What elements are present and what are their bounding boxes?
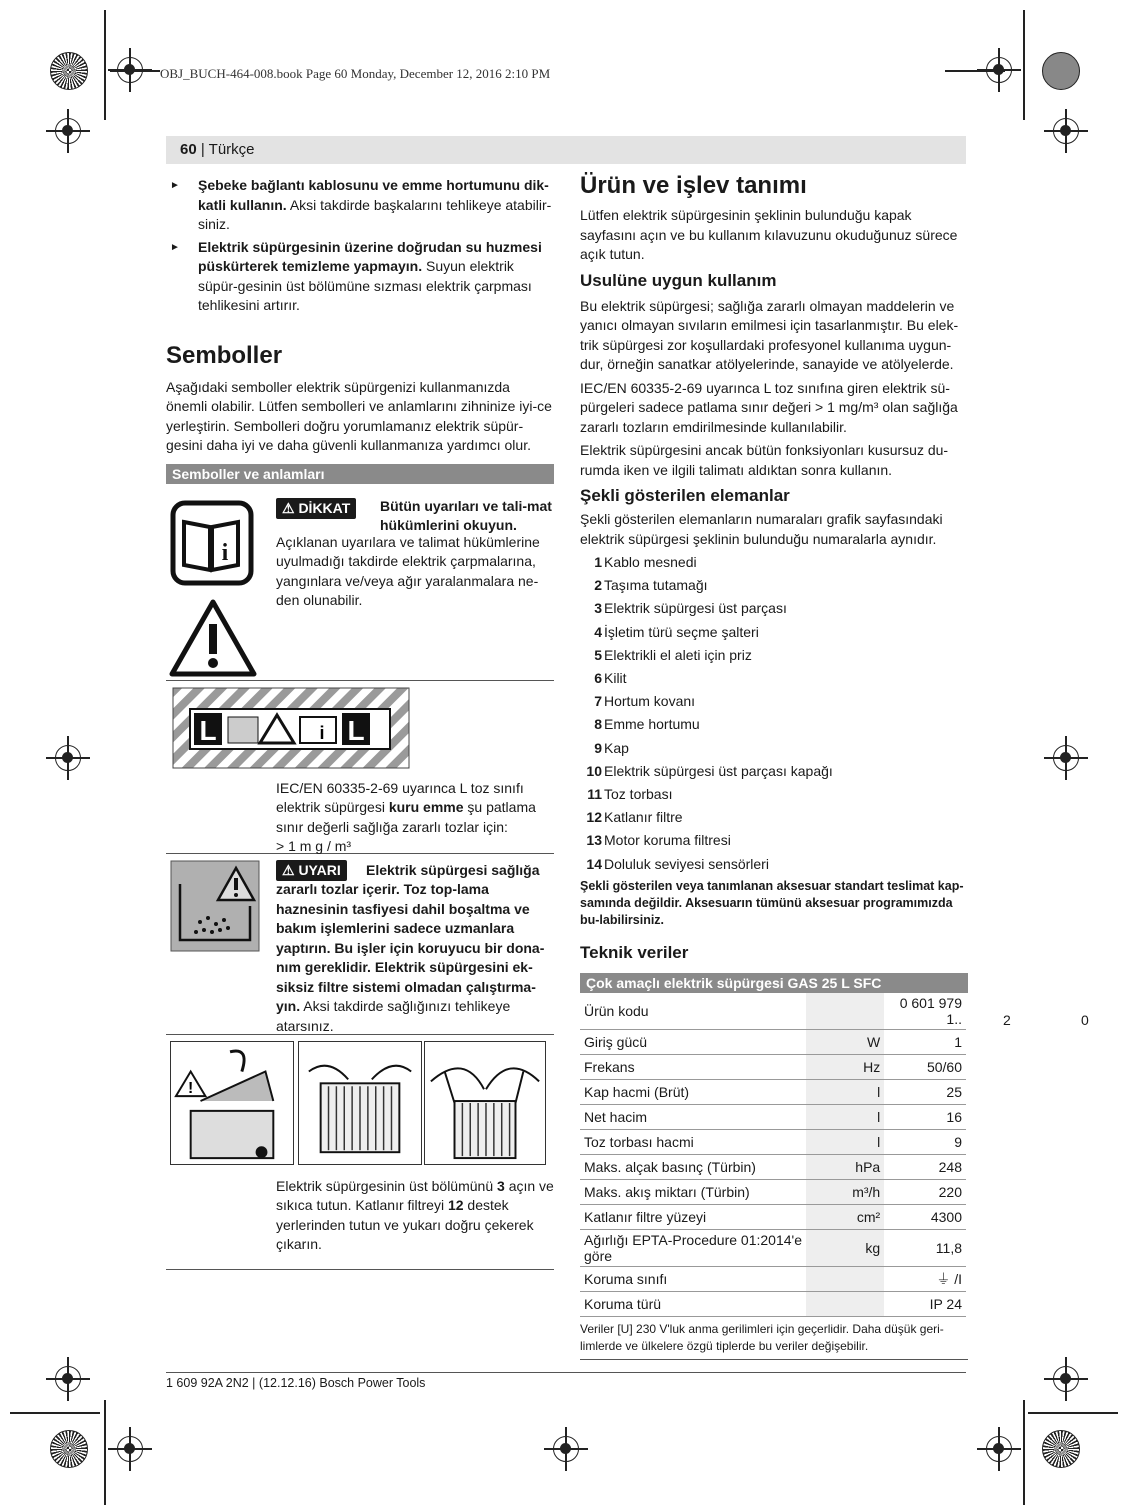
dikkat-text: Açıklanan uyarılara ve talimat hükümlerine uyulmadığı takdirde elektrik çarpmalarına, yangınlara ve/veya ağır yaralanmalara ne-den olunabilir. xyxy=(276,533,540,608)
table-row xyxy=(580,1229,966,1266)
registration-mark xyxy=(1053,1366,1079,1392)
crop-mark xyxy=(1023,1400,1025,1505)
symbol-row xyxy=(166,484,554,681)
registration-mark xyxy=(117,1436,143,1462)
usage-text: IEC/EN 60335-2-69 uyarınca L toz sınıfına giren elektrik sü-pürgeleri sadece patlama sınır değeri > 1 mg/m³ olan sağlığa zararlı tozların emdirilmesinde kullanılabilir. xyxy=(580,379,958,435)
subsection-title: Teknik veriler xyxy=(580,942,689,962)
crop-mark xyxy=(1028,1412,1118,1414)
svg-text:i: i xyxy=(319,722,325,743)
harmful-dust-icon xyxy=(170,860,260,952)
uyari-text: Elektrik süpürgesi sağlığa zararlı tozlar içerir. Toz top-lama haznesinin tasfiyesi dahil boşaltma ve bakım işlemlerini sadece uzmanlara yaptırın. Bu işler için koruyucu bir dona-nım gereklidir. Elektrik süpürgesini ek-siksiz filtre sistemi olmadan çalıştırma-yın. Aksi takdirde sağlığınızı tehlikeye atarsınız. xyxy=(276,861,545,1034)
warning-triangle-icon xyxy=(168,598,258,678)
table-cell: 220 xyxy=(884,1179,966,1204)
registration-mark xyxy=(1053,118,1079,144)
list-item: 9 Kap xyxy=(594,739,629,756)
iec-text: IEC/EN 60335-2-69 uyarınca L toz sınıfı elektrik süpürgesi kuru emme şu patlama sınır değerli sağlığa zararlı tozlar için: xyxy=(276,779,536,835)
list-item: 2 Taşıma tutamağı xyxy=(594,577,708,594)
print-slug: OBJ_BUCH-464-008.book Page 60 Monday, December 12, 2016 2:10 PM xyxy=(160,66,551,81)
table-row xyxy=(580,1291,966,1316)
registration-mark xyxy=(55,1366,81,1392)
table-header: Çok amaçlı elektrik süpürgesi GAS 25 L SFC xyxy=(580,973,968,993)
table-cell: Hz xyxy=(806,1054,884,1079)
page-header: 60 | Türkçe xyxy=(166,136,966,164)
filter-instructions: Elektrik süpürgesinin üst bölümünü 3 açın ve sıkıca tutun. Katlanır filtreyi 12 destek yerlerinden tutun ve yukarı doğru çekerek çıkarın. xyxy=(276,1177,554,1252)
table-row xyxy=(580,1079,966,1104)
crop-mark xyxy=(104,10,106,120)
list-item: 12 Katlanır filtre xyxy=(586,809,683,826)
footer-rule xyxy=(166,1372,966,1373)
table-cell: 248 xyxy=(884,1154,966,1179)
list-item: 3 Elektrik süpürgesi üst parçası xyxy=(594,600,787,617)
symbol-row xyxy=(166,1035,554,1270)
table-row xyxy=(580,1104,966,1129)
table-note: Veriler [U] 230 V'luk anma gerilimleri için geçerlidir. Daha düşük geri-limlerde ve ülkelere özgü tiplerde bu veriler değişebilir. xyxy=(580,1321,968,1360)
bullet-item: ► Elektrik süpürgesinin üzerine doğrudan su huzmesi püskürterek temizleme yapmayın. Suyun elektrik süpür-gesinin üst bölümüne sızması elektrik çarpması tehlikesini artırır. xyxy=(170,238,542,313)
table-cell: kg xyxy=(806,1229,884,1266)
table-row xyxy=(580,993,966,1030)
table-cell: 16 xyxy=(884,1104,966,1129)
table-cell: 50/60 xyxy=(884,1054,966,1079)
table-cell: Net hacim xyxy=(580,1104,806,1129)
table-cell xyxy=(806,1266,884,1291)
filter-support-illustration xyxy=(424,1041,546,1165)
color-target-mark xyxy=(1042,1430,1080,1468)
dikkat-heading: Bütün uyarıları ve tali-mat hükümlerini okuyun. xyxy=(380,497,552,533)
registration-mark xyxy=(55,745,81,771)
svg-text:L: L xyxy=(347,714,365,746)
list-item: 8 Emme hortumu xyxy=(594,716,700,733)
registration-mark xyxy=(553,1436,579,1462)
usage-text: Bu elektrik süpürgesi; sağlığa zararlı olmayan maddelerin ve yanıcı olmayan sıvıların emilmesi için tasarlanmıştır. Bu elek-trik süpürgesi zor koşullardaki profesyonel kullanıma uygun-dur, örneğin sanatkar atölyelerinde, sanayide ve atölyelerde. xyxy=(580,297,959,372)
registration-mark xyxy=(55,118,81,144)
parts-list xyxy=(580,551,968,876)
table-cell: 0 601 979 1.. xyxy=(884,993,966,1030)
registration-mark xyxy=(986,57,1012,83)
section-title: Ürün ve işlev tanımı xyxy=(580,172,807,199)
left-column xyxy=(166,176,554,1270)
svg-text:i: i xyxy=(221,539,229,566)
table-cell: Frekans xyxy=(580,1054,806,1079)
table-row xyxy=(580,1179,966,1204)
table-row xyxy=(580,1154,966,1179)
page-number: 60 xyxy=(180,141,197,158)
table-cell: ⏚ /I xyxy=(884,1266,966,1291)
parts-intro: Şekli gösterilen elemanların numaraları grafik sayfasındaki elektrik süpürgesi şeklinin bulunduğu numaralarla aynıdır. xyxy=(580,511,943,547)
open-top-illustration xyxy=(170,1041,294,1165)
list-item: 1 Kablo mesnedi xyxy=(594,554,697,570)
uyari-badge: ⚠ UYARI xyxy=(276,860,347,881)
iec-limit: > 1 m g / m³ xyxy=(276,838,352,854)
crop-mark xyxy=(10,1412,100,1414)
list-item: 7 Hortum kovanı xyxy=(594,693,696,710)
table-row xyxy=(580,1266,966,1291)
table-cell: Koruma sınıfı xyxy=(580,1266,806,1291)
list-item: 13 Motor koruma filtresi xyxy=(586,832,731,849)
bullet-item: ► Şebeke bağlantı kablosunu ve emme hortumunu dik-katli kullanın. Aksi takdirde başkalarını tehlikeye atabilir-siniz. xyxy=(170,177,552,232)
language-label: Türkçe xyxy=(208,141,255,158)
table-cell: 11,8 xyxy=(884,1229,966,1266)
table-cell: l xyxy=(806,1079,884,1104)
symbol-row xyxy=(166,681,554,854)
table-cell: cm² xyxy=(806,1204,884,1229)
right-column xyxy=(580,172,968,1360)
table-cell: 1 xyxy=(884,1029,966,1054)
table-cell: Kap hacmi (Brüt) xyxy=(580,1079,806,1104)
registration-mark xyxy=(117,57,143,83)
table-row xyxy=(580,1129,966,1154)
list-item: 10 Elektrik süpürgesi üst parçası kapağı xyxy=(586,762,833,779)
table-cell: 25 xyxy=(884,1079,966,1104)
color-target-mark xyxy=(1042,52,1080,90)
table-cell: l xyxy=(806,1104,884,1129)
subsection-title: Şekli gösterilen elemanlar xyxy=(580,486,790,505)
table-cell: IP 24 xyxy=(884,1291,966,1316)
table-cell xyxy=(806,993,884,1030)
list-item: 14 Doluluk seviyesi sensörleri xyxy=(586,855,769,872)
subsection-title: Usulüne uygun kullanım xyxy=(580,270,777,290)
crop-mark xyxy=(1023,10,1025,120)
table-cell: hPa xyxy=(806,1154,884,1179)
read-manual-icon xyxy=(170,500,254,586)
symbols-bar: Semboller ve anlamları xyxy=(166,464,554,484)
table-cell: Maks. alçak basınç (Türbin) xyxy=(580,1154,806,1179)
table-row xyxy=(580,1054,966,1079)
dikkat-badge: ⚠ DİKKAT xyxy=(276,498,356,519)
symbol-row xyxy=(166,854,554,1035)
table-cell xyxy=(806,1291,884,1316)
color-target-mark xyxy=(50,1430,88,1468)
table-cell: Giriş gücü xyxy=(580,1029,806,1054)
table-cell: Ağırlığı EPTA-Procedure 01:2014'e göre xyxy=(580,1229,806,1266)
table-cell: 9 xyxy=(884,1129,966,1154)
list-item: 11 Toz torbası xyxy=(587,786,673,803)
list-item: 6 Kilit xyxy=(594,670,627,687)
svg-text:!: ! xyxy=(188,1079,194,1097)
table-row xyxy=(580,1204,966,1229)
table-cell: Katlanır filtre yüzeyi xyxy=(580,1204,806,1229)
symbols-intro: Aşağıdaki semboller elektrik süpürgenizi kullanmanızda önemli olabilir. Lütfen sembolleri ve anlamlarını zihninize iyi-ce yerleştirin. Sembolleri doğru yorumlamanız elektrik süpür-gesini daha iyi ve daha güvenli kullanmanıza yardımcı olur. xyxy=(166,378,552,453)
svg-text:L: L xyxy=(199,714,217,746)
table-cell: Maks. akış miktarı (Türbin) xyxy=(580,1179,806,1204)
registration-mark xyxy=(1053,745,1079,771)
parts-note: Şekli gösterilen veya tanımlanan aksesuar standart teslimat kap-samında değildir. Aksesuarın tümünü aksesuar programımızda bu-labilirsiniz. xyxy=(580,878,964,927)
table-cell: Toz torbası hacmi xyxy=(580,1129,806,1154)
dust-class-l-label xyxy=(172,687,410,769)
table-cell: W xyxy=(806,1029,884,1054)
stray-value: 0 xyxy=(1081,1012,1089,1028)
stray-value: 2 xyxy=(1003,1012,1011,1028)
table-cell: l xyxy=(806,1129,884,1154)
list-item: 4 İşletim türü seçme şalteri xyxy=(594,623,759,640)
table-row xyxy=(580,1029,966,1054)
color-target-mark xyxy=(50,52,88,90)
intro-text: Lütfen elektrik süpürgesinin şeklinin bulunduğu kapak sayfasını açın ve bu kullanım kılavuzunu okuduğunuz sürece açık tutun. xyxy=(580,207,958,262)
table-cell: m³/h xyxy=(806,1179,884,1204)
registration-mark xyxy=(986,1436,1012,1462)
table-cell: 4300 xyxy=(884,1204,966,1229)
spec-table xyxy=(580,993,966,1317)
remove-filter-illustration xyxy=(298,1041,422,1165)
page-footer: 1 609 92A 2N2 | (12.12.16) Bosch Power Tools xyxy=(166,1376,426,1390)
section-title: Semboller xyxy=(166,341,283,369)
usage-text: Elektrik süpürgesini ancak bütün fonksiyonları kusursuz du-rumda iken ve ilgili talimatı aldıktan sonra kullanın. xyxy=(580,442,949,478)
table-cell: Ürün kodu xyxy=(580,993,806,1030)
table-cell: Koruma türü xyxy=(580,1291,806,1316)
crop-mark xyxy=(104,1400,106,1505)
list-item: 5 Elektrikli el aleti için priz xyxy=(594,646,752,663)
